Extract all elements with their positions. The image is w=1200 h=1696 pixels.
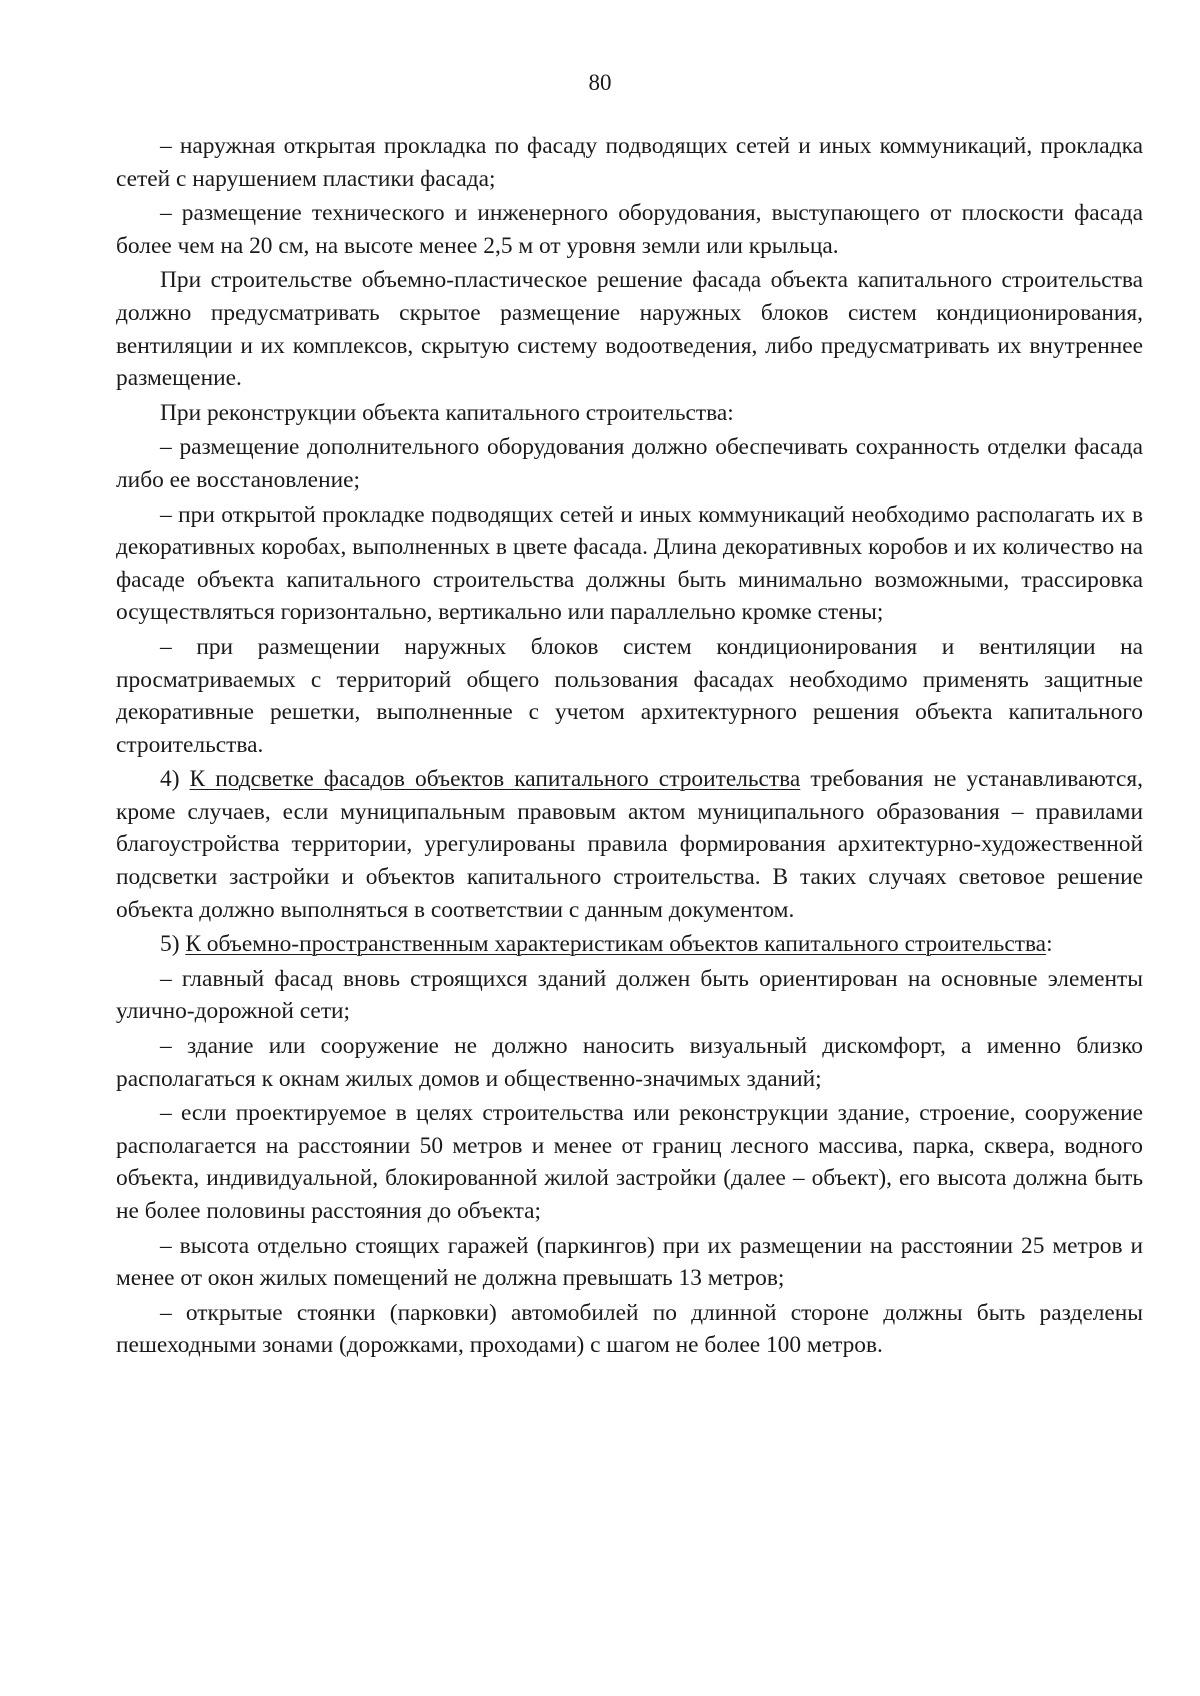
paragraph-building-height: – если проектируемое в целях строительства или реконструкции здание, строение, сооружение располагается на расстоянии 50 метров и менее от границ лесного массива, парка, сквера, водного объекта, индивидуальной, блокированной жилой застройки (далее – объект), его высота должна быть не более половины расстояния до объекта;	[116, 1100, 1143, 1224]
paragraph-text: требования не устанавливаются, кроме случаев, если муниципальным правовым актом муниципального образования – правилами благоустройства территории, урегулированы правила формирования архитектурно-художественной подсветки застройки и объектов капитального строительства. В таких случаях световое решение объекта должно выполняться в соответствии с данным документом.	[116, 766, 1144, 923]
paragraph-additional-equipment: – размещение дополнительного оборудования должно обеспечивать сохранность отделки фасада либо ее восстановление;	[116, 434, 1143, 493]
paragraph-equipment-placement: – размещение технического и инженерного оборудования, выступающего от плоскости фасада более чем на 20 см, на высоте менее 2,5 м от уровня земли или крыльца.	[116, 200, 1143, 259]
paragraph-parking: – открытые стоянки (парковки) автомобилей по длинной стороне должны быть разделены пешеходными зонами (дорожками, проходами) с шагом не более 100 метров.	[116, 1299, 1143, 1359]
paragraph-external-wiring: – наружная открытая прокладка по фасаду подводящих сетей и иных коммуникаций, прокладка сетей с нарушением пластики фасада;	[116, 133, 1143, 192]
paragraph-spatial-characteristics	[116, 928, 1143, 961]
paragraph-ac-units: – при размещении наружных блоков систем кондиционирования и вентиляции на просматриваемых с территорий общего пользования фасадах необходимо применять защитные декоративные решетки, выполненные с учетом архитектурного решения объекта капитального строительства.	[116, 633, 1143, 758]
document-body	[116, 130, 1143, 1362]
paragraph-text: :	[1046, 931, 1053, 958]
paragraph-garage-height: – высота отдельно стоящих гаражей (паркингов) при их размещении на расстоянии 25 метров и менее от окон жилых помещений не должна превышать 13 метров;	[116, 1232, 1143, 1292]
paragraph-open-wiring: – при открытой прокладке подводящих сетей и иных коммуникаций необходимо располагать их в декоративных коробах, выполненных в цвете фасада. Длина декоративных коробов и их количество на фасаде объекта капитального строительства должны быть минимально возможными, трассировка осуществляться горизонтально, вертикально или параллельно кромке стены;	[116, 501, 1143, 626]
paragraph-construction-facade: При строительстве объемно-пластическое решение фасада объекта капитального строительства должно предусматривать скрытое размещение наружных блоков систем кондиционирования, вентиляции и их комплексов, скрытую систему водоотведения, либо предусматривать их внутреннее размещение.	[116, 267, 1143, 392]
paragraph-reconstruction-intro: При реконструкции объекта капитального строительства:	[160, 399, 734, 426]
section-heading-lighting: К подсветке фасадов объектов капитального строительства	[189, 766, 801, 793]
paragraph-visual-discomfort: – здание или сооружение не должно наносить визуальный дискомфорт, а именно близко располагаться к окнам жилых домов и общественно-значимых зданий;	[116, 1033, 1143, 1092]
section-heading-spatial: К объемно-пространственным характеристикам объектов капитального строительства	[185, 931, 1047, 958]
item-number: 5)	[160, 931, 186, 958]
page-number: 80	[588, 70, 612, 95]
item-number: 4)	[160, 766, 190, 793]
paragraph-main-facade: – главный фасад вновь строящихся зданий должен быть ориентирован на основные элементы улично-дорожной сети;	[116, 965, 1143, 1025]
paragraph-facade-lighting	[116, 763, 1143, 926]
